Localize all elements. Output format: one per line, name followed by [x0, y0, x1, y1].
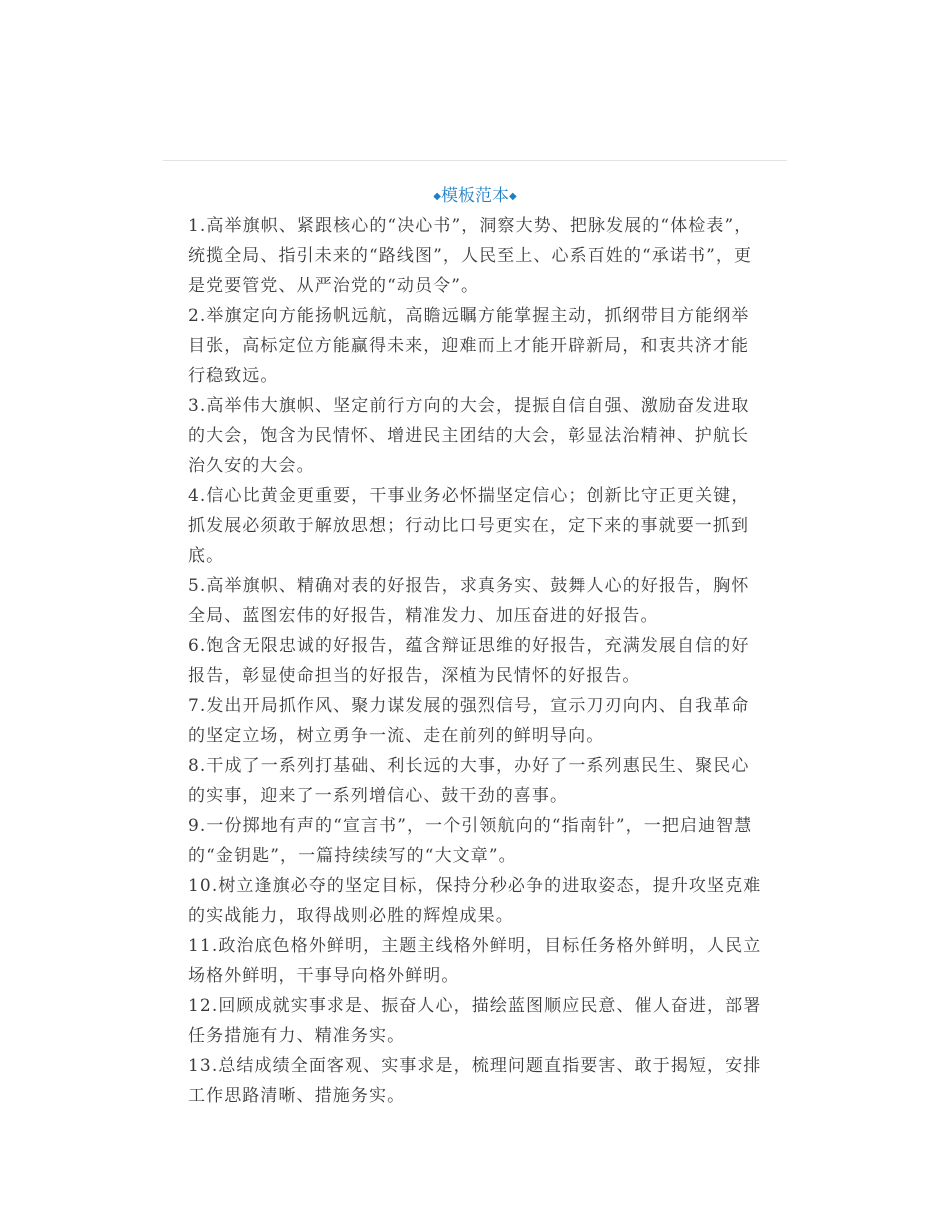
list-item: 12.回顾成就实事求是、振奋人心，描绘蓝图顺应民意、催人奋进，部署任务措施有力、精准务实。	[188, 996, 762, 1046]
list-item: 4.信心比黄金更重要，干事业务必怀揣坚定信心；创新比守正更关键，抓发展必须敢于解放思想；行动比口号更实在，定下来的事就要一抓到底。	[188, 486, 750, 566]
section-heading-title: 模板范本	[441, 186, 509, 206]
list-item: 10.树立逢旗必夺的坚定目标，保持分秒必争的进取姿态，提升攻坚克难的实战能力，取得战则必胜的辉煌成果。	[188, 876, 762, 926]
section-heading	[163, 184, 787, 209]
list-item: 13.总结成绩全面客观、实事求是，梳理问题直指要害、敢于揭短，安排工作思路清晰、措施务实。	[188, 1056, 762, 1106]
list-item: 1.高举旗帜、紧跟核心的“决心书”，洞察大势、把脉发展的“体检表”，统揽全局、指引未来的“路线图”，人民至上、心系百姓的“承诺书”，更是党要管党、从严治党的“动员令”。	[188, 216, 753, 296]
list-item: 3.高举伟大旗帜、坚定前行方向的大会，提振自信自强、激励奋发进取的大会，饱含为民情怀、增进民主团结的大会，彰显法治精神、护航长治久安的大会。	[188, 396, 750, 476]
list-item: 6.饱含无限忠诚的好报告，蕴含辩证思维的好报告，充满发展自信的好报告，彰显使命担当的好报告，深植为民情怀的好报告。	[188, 636, 750, 686]
template-list	[188, 211, 766, 1111]
list-item: 2.举旗定向方能扬帆远航，高瞻远瞩方能掌握主动，抓纲带目方能纲举目张，高标定位方能赢得未来，迎难而上才能开辟新局，和衷共济才能行稳致远。	[188, 306, 750, 386]
list-item: 9.一份掷地有声的“宣言书”，一个引领航向的“指南针”，一把启迪智慧的“金钥匙”，一篇持续续写的“大文章”。	[188, 816, 753, 866]
list-item: 7.发出开局抓作风、聚力谋发展的强烈信号，宣示刀刃向内、自我革命的坚定立场，树立勇争一流、走在前列的鲜明导向。	[188, 696, 750, 746]
top-divider	[163, 160, 787, 161]
list-item: 11.政治底色格外鲜明，主题主线格外鲜明，目标任务格外鲜明，人民立场格外鲜明，干事导向格外鲜明。	[188, 936, 762, 986]
diamond-left-icon: ◆	[433, 191, 441, 202]
diamond-right-icon: ◆	[509, 191, 517, 202]
list-item: 8.干成了一系列打基础、利长远的大事，办好了一系列惠民生、聚民心的实事，迎来了一系列增信心、鼓干劲的喜事。	[188, 756, 750, 806]
list-item: 5.高举旗帜、精确对表的好报告，求真务实、鼓舞人心的好报告，胸怀全局、蓝图宏伟的好报告，精准发力、加压奋进的好报告。	[188, 576, 750, 626]
